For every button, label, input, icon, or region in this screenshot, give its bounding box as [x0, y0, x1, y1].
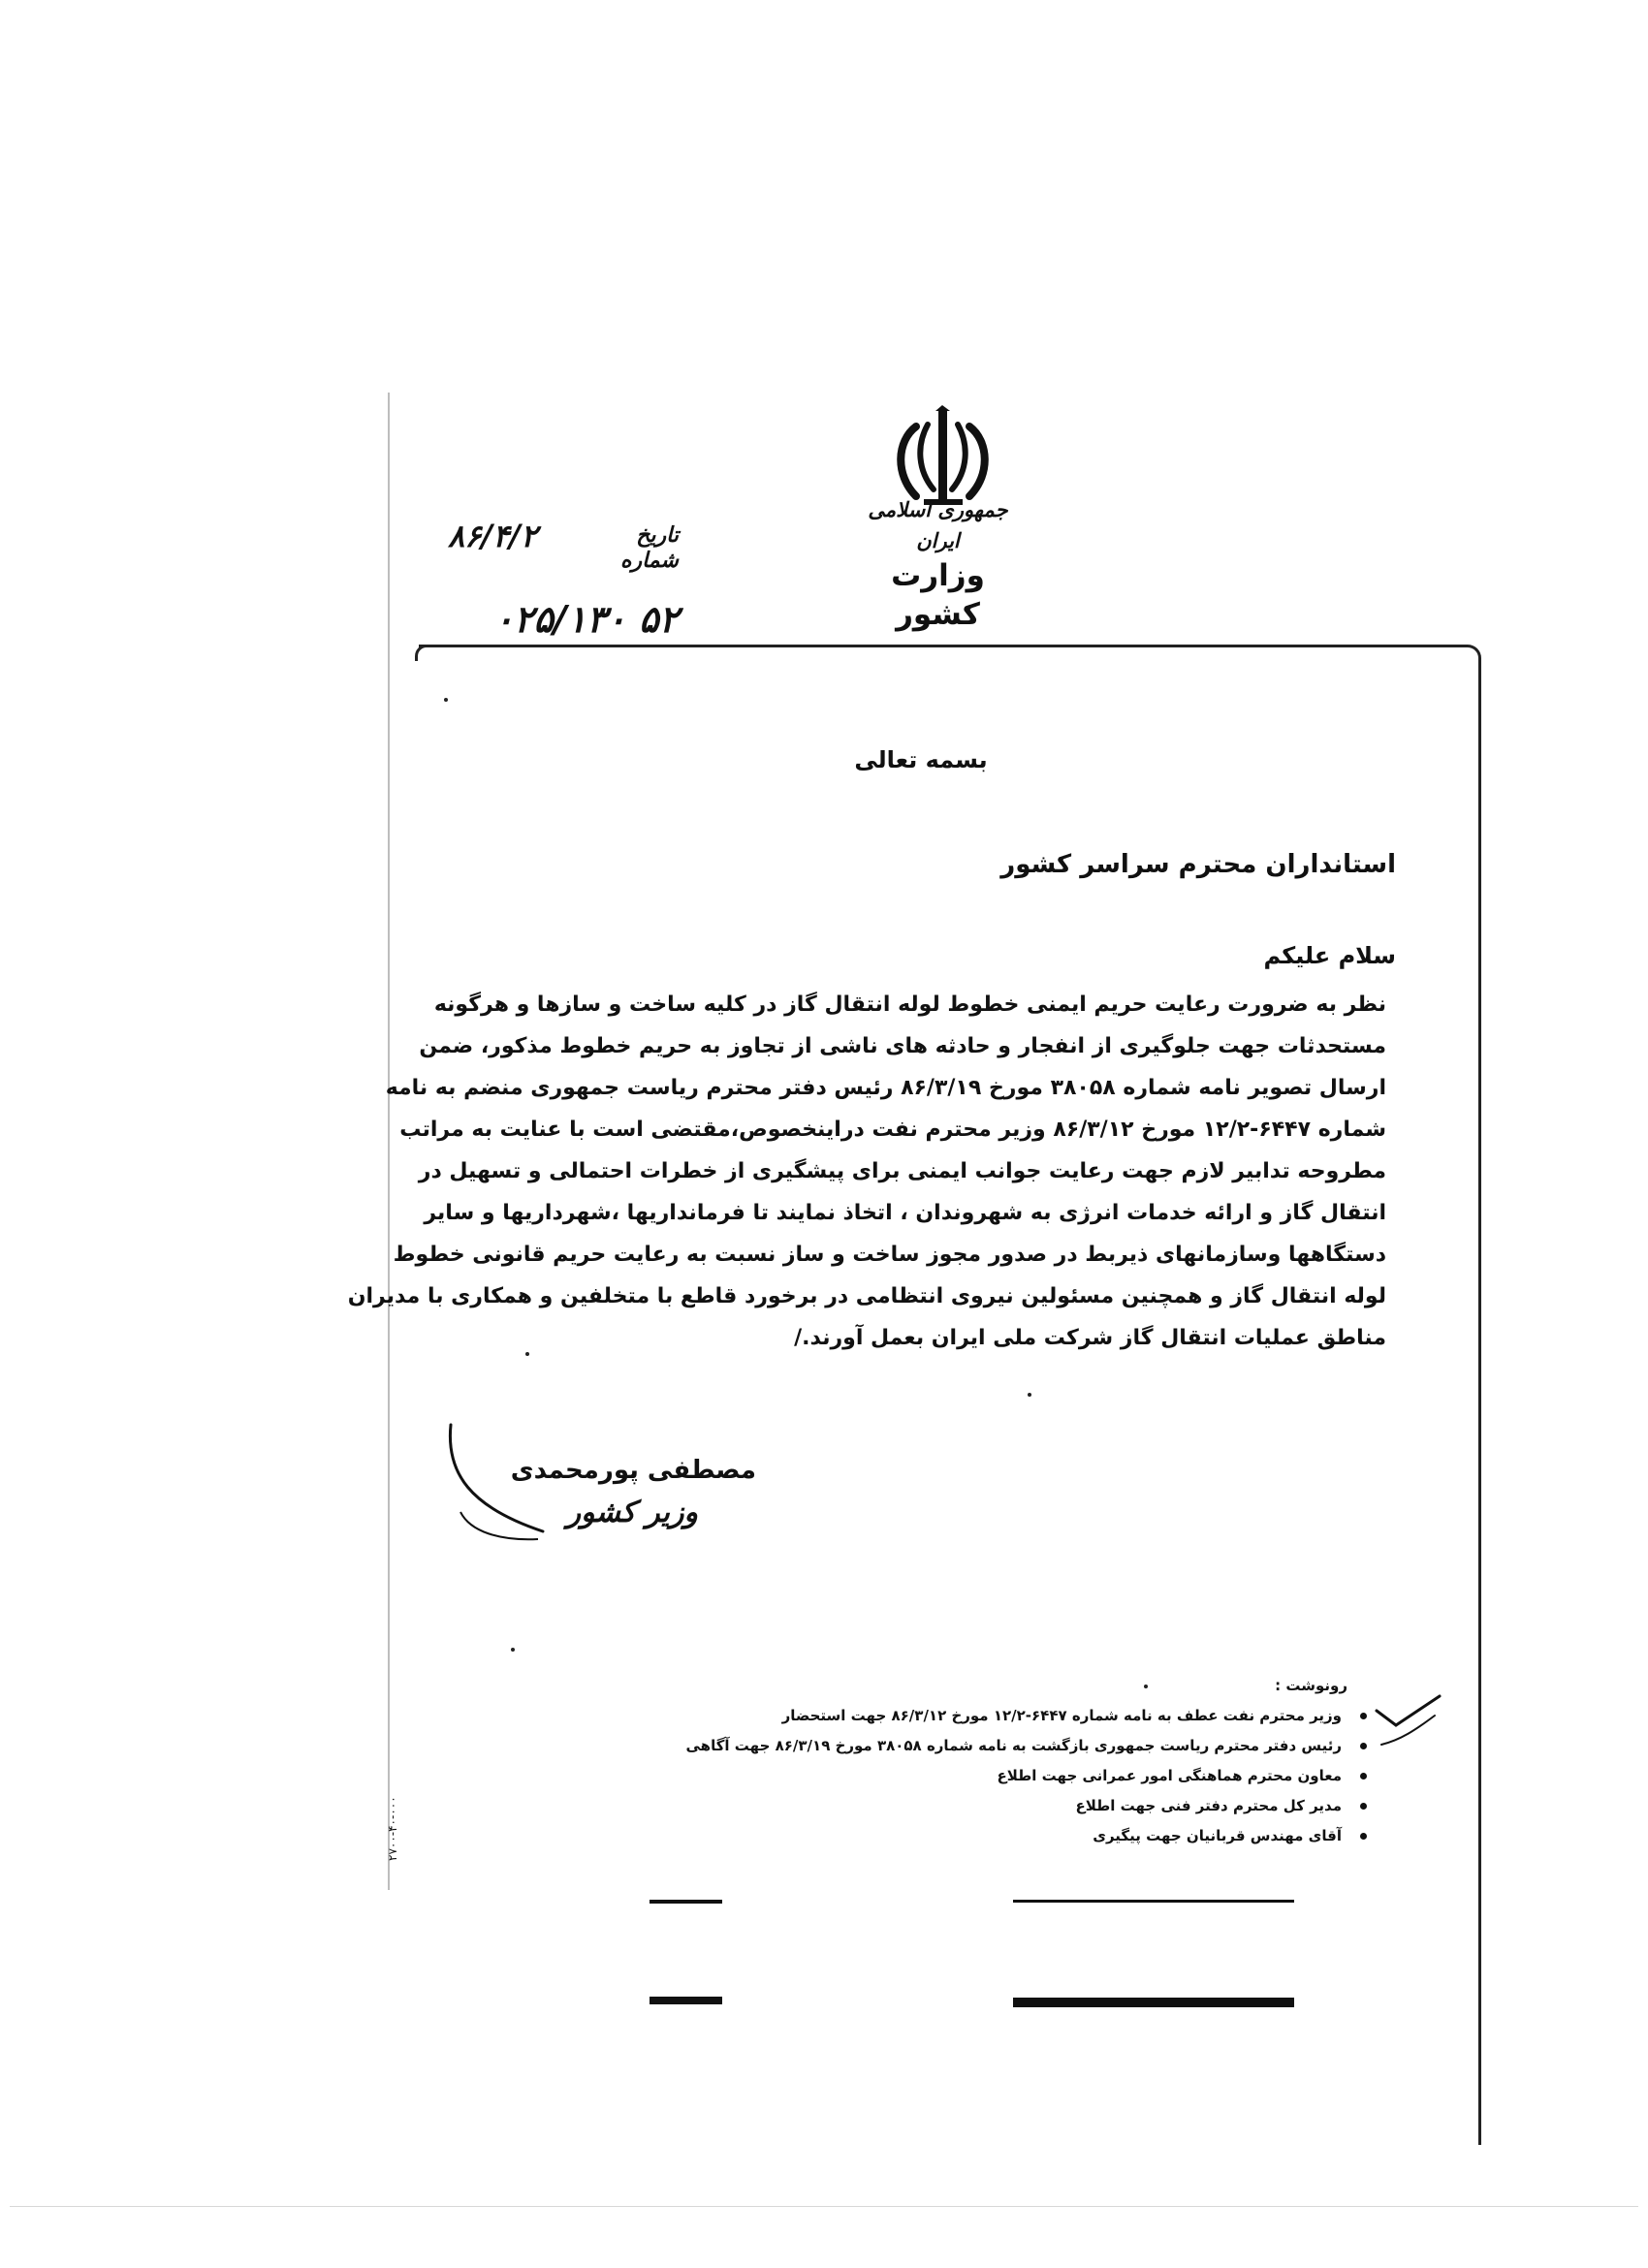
body-line: شماره ۶۴۴۷-۱۲/۲ مورخ ۸۶/۳/۱۲ وزیر محترم نفت دراینخصوص،مقتضی است با عنایت به مراتب — [399, 1118, 1386, 1142]
body-line: مستحدثات جهت جلوگیری از انفجار و حادثه های ناشی از تجاوز به حریم خطوط مذکور، ضمن — [419, 1034, 1386, 1058]
bullet-icon — [1360, 1713, 1367, 1719]
body-line: ارسال تصویر نامه شماره ۳۸۰۵۸ مورخ ۸۶/۳/۱۹ رئیس دفتر محترم ریاست جمهوری منضم به نامه — [385, 1076, 1386, 1100]
scan-speck — [511, 1648, 515, 1652]
ministry-title: وزارت کشور — [891, 558, 985, 632]
body-line: لوله انتقال گاز و همچنین مسئولین نیروی انتظامی در برخورد قاطع با متخلفین و همکاری با مدیران — [347, 1284, 1386, 1308]
republic-title: جمهوری اسلامی ایران — [868, 498, 1008, 552]
body-line: دستگاهها وسازمانهای ذیربط در صدور مجوز ساخت و ساز نسبت به رعایت حریم قانونی خطوط — [393, 1243, 1386, 1267]
letter-number: ۵۲ ۰۲۵/۱۳۰ — [493, 598, 679, 641]
handwritten-check-icon — [1372, 1691, 1444, 1759]
rule-line — [650, 1900, 722, 1904]
body-line: انتقال گاز و ارائه خدمات انرژی به شهروندان ، اتخاذ نمایند تا فرمانداریها ،شهرداریها و سایر — [424, 1201, 1386, 1225]
body-line: مطروحه تدابیر لازم جهت رعایت جوانب ایمنی برای پیشگیری از خطرات احتمالی و تسهیل در — [418, 1159, 1386, 1183]
cc-list — [685, 1701, 1367, 1851]
cc-item: رئیس دفتر محترم ریاست جمهوری بازگشت به نامه شماره ۳۸۰۵۸ مورخ ۸۶/۳/۱۹ جهت آگاهی — [722, 1731, 1367, 1761]
cc-item: مدیر کل محترم دفتر فنی جهت اطلاع — [722, 1791, 1367, 1821]
bullet-icon — [1360, 1773, 1367, 1780]
body-line: نظر به ضرورت رعایت حریم ایمنی خطوط لوله انتقال گاز در کلیه ساخت و سازها و هرگونه — [433, 992, 1386, 1017]
scan-speck — [1144, 1685, 1148, 1688]
frame-corner — [415, 645, 435, 661]
scan-speck — [444, 698, 448, 702]
scan-edge-bottom — [10, 2206, 1638, 2207]
bullet-icon — [1360, 1743, 1367, 1749]
cc-item: وزیر محترم نفت عطف به نامه شماره ۶۴۴۷-۱۲/۲ مورخ ۸۶/۳/۱۲ جهت استحضار — [722, 1701, 1367, 1731]
date-label: تاریخ — [636, 523, 679, 548]
rule-line — [650, 1997, 722, 2004]
signatory-name: مصطفی پورمحمدی — [510, 1456, 756, 1485]
side-reference: ۲۷۰۰-۴۰-۰۰۰ — [386, 1796, 399, 1861]
scan-speck — [525, 1352, 529, 1356]
bullet-icon — [1360, 1803, 1367, 1810]
scan-speck — [1028, 1393, 1031, 1397]
rule-line — [1013, 1900, 1294, 1903]
scan-edge-left — [388, 393, 390, 1890]
rule-line — [1013, 1998, 1294, 2007]
addressee: استانداران محترم سراسر کشور — [1000, 850, 1396, 879]
letter-body — [347, 984, 1386, 1359]
cc-item: معاون محترم هماهنگی امور عمرانی جهت اطلاع — [722, 1761, 1367, 1791]
body-line: مناطق عملیات انتقال گاز شرکت ملی ایران بعمل آورند./ — [794, 1326, 1386, 1350]
number-label: شماره — [619, 549, 679, 573]
bullet-icon — [1360, 1833, 1367, 1840]
greeting: سلام علیکم — [1263, 942, 1396, 969]
letterhead — [853, 494, 1023, 634]
date-value: ۸۶/۴/۲ — [448, 518, 538, 554]
cc-title: رونوشت : — [1275, 1677, 1347, 1694]
date-field — [448, 518, 679, 574]
bismillah: بسمه تعالی — [854, 746, 988, 773]
signatory-title: وزیر کشور — [566, 1496, 698, 1529]
cc-item: آقای مهندس قربانیان جهت پیگیری — [722, 1821, 1367, 1851]
